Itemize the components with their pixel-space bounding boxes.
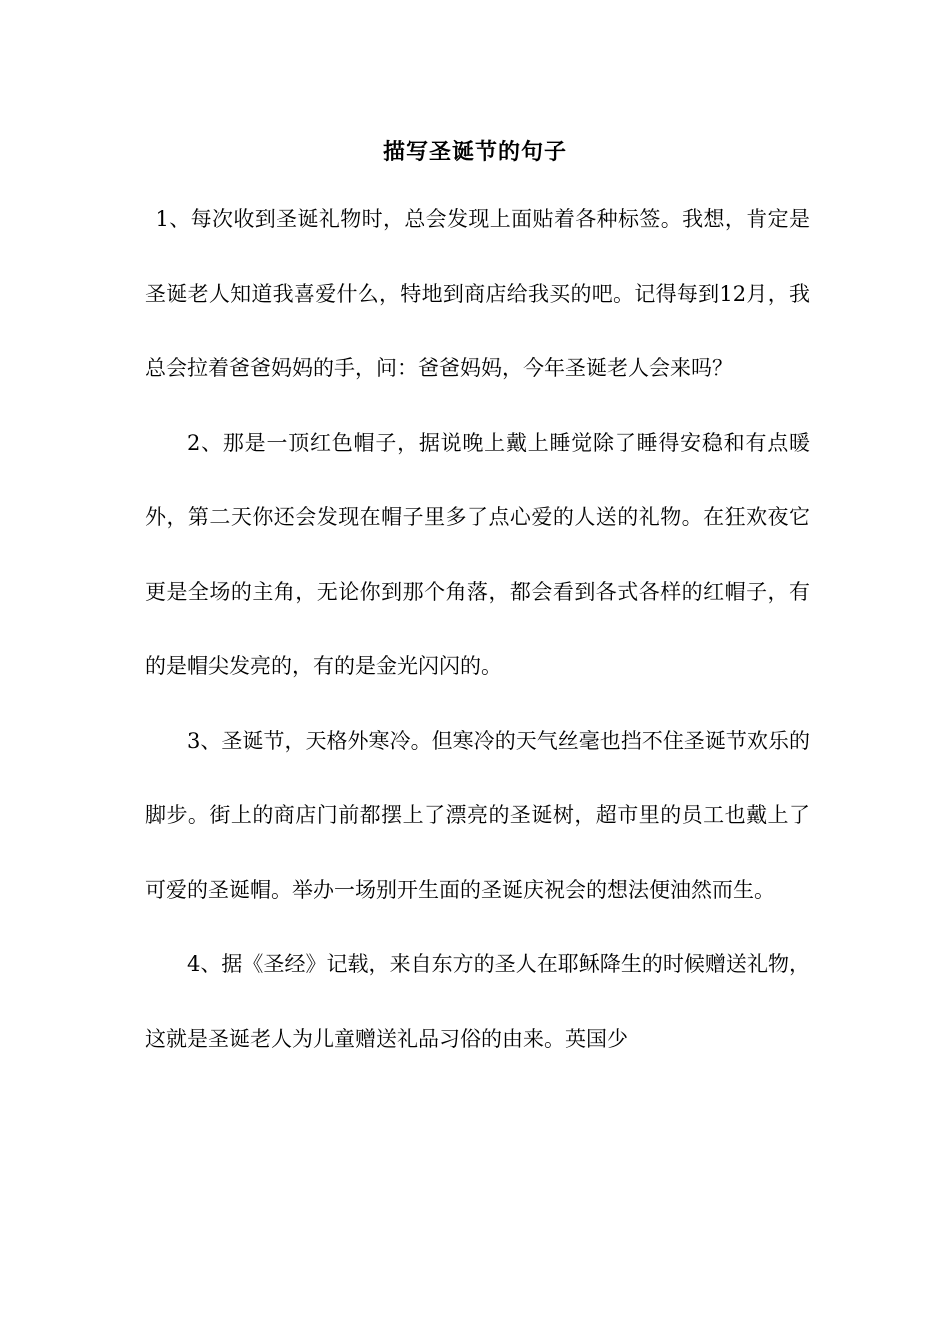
paragraph-2: 2、那是一顶红色帽子，据说晚上戴上睡觉除了睡得安稳和有点暖外，第二天你还会发现在帽子里多了点心爱的人送的礼物。在狂欢夜它更是全场的主角，无论你到那个角落，都会看到各式各样的红帽子，有的是帽尖发亮的，有的是金光闪闪的。 xyxy=(145,430,810,678)
paragraph-4: 4、据《圣经》记载，来自东方的圣人在耶稣降生的时候赠送礼物，这就是圣诞老人为儿童赠送礼品习俗的由来。英国少 xyxy=(145,952,810,1051)
document-title: 描写圣诞节的句子 xyxy=(382,139,567,165)
document-body xyxy=(145,182,810,1076)
paragraph-3: 3、圣诞节，天格外寒冷。但寒冷的天气丝毫也挡不住圣诞节欢乐的脚步。街上的商店门前都摆上了漂亮的圣诞树，超市里的员工也戴上了可爱的圣诞帽。举办一场别开生面的圣诞庆祝会的想法便油然而生。 xyxy=(145,728,810,902)
paragraph-1: 1、每次收到圣诞礼物时，总会发现上面贴着各种标签。我想，肯定是圣诞老人知道我喜爱什么，特地到商店给我买的吧。记得每到12月，我总会拉着爸爸妈妈的手，问：爸爸妈妈，今年圣诞老人会来吗？ xyxy=(145,207,810,380)
